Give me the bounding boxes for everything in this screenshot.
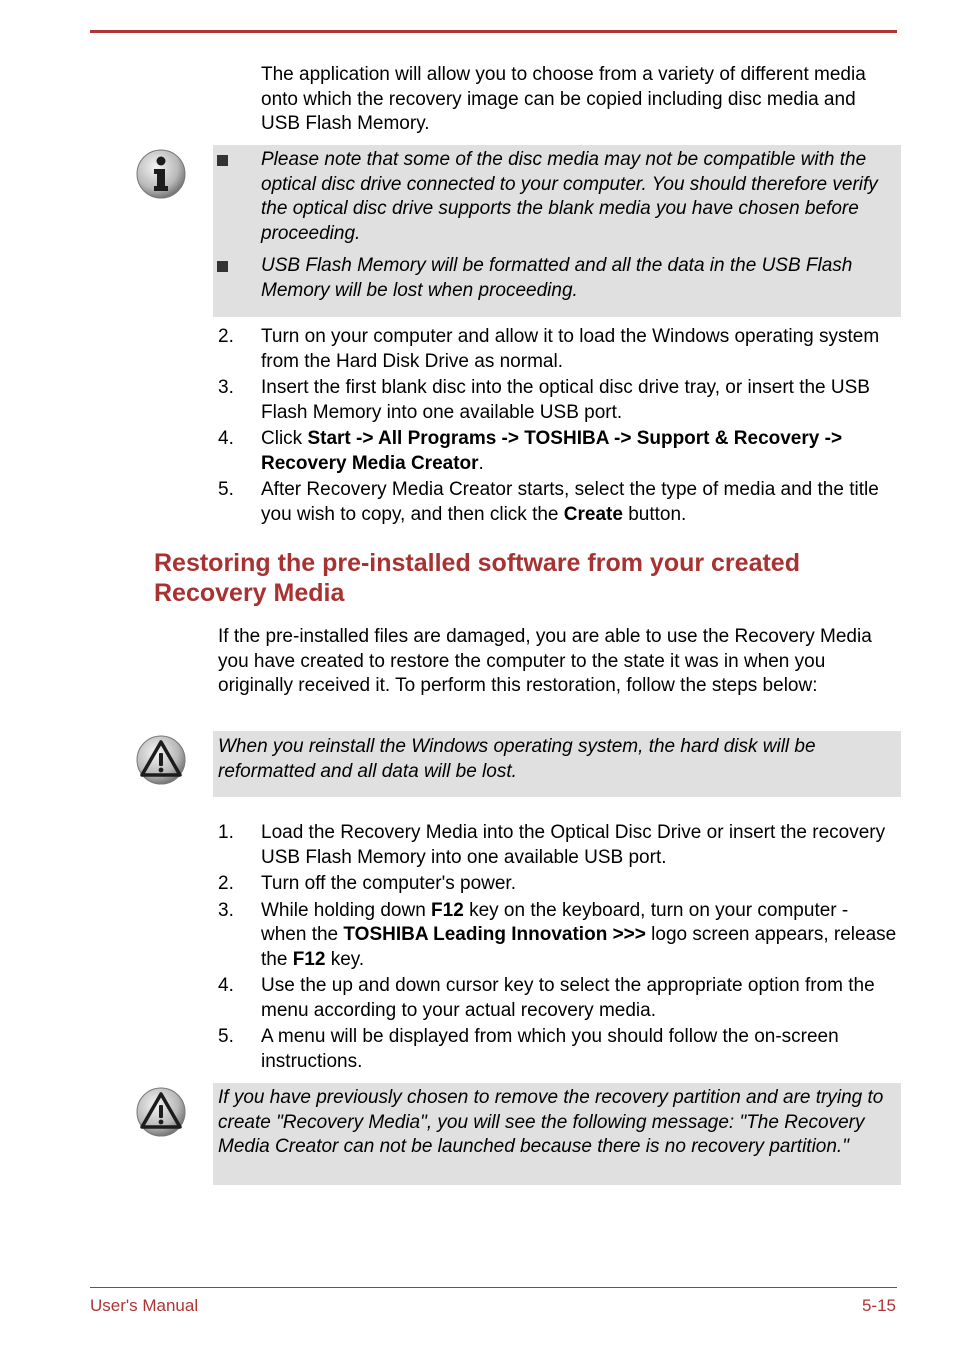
- step-text: key.: [325, 948, 365, 970]
- warning-icon: [135, 734, 187, 786]
- step-text: Turn on your computer and allow it to load the Windows operating system from the Hard Disk Drive as normal.: [261, 326, 880, 372]
- list-item: [218, 974, 898, 1023]
- info-note-bullet-2: USB Flash Memory will be formatted and all the data in the USB Flash Memory will be lost when proceeding.: [261, 255, 853, 301]
- key-name: F12: [292, 948, 326, 970]
- step-number: 4.: [218, 975, 234, 996]
- step-text: A menu will be displayed from which you should follow the on-screen instructions.: [261, 1026, 839, 1072]
- list-item: [218, 427, 898, 476]
- footer-rule: [90, 1287, 897, 1288]
- create-button-label: Create: [563, 503, 623, 525]
- step-text: button.: [622, 503, 687, 525]
- bullet-marker: [217, 261, 228, 272]
- info-note-box: [213, 145, 901, 317]
- step-text: logo screen appears, release the: [261, 924, 897, 970]
- step-number: 1.: [218, 822, 234, 843]
- step-text: While holding down: [261, 899, 432, 921]
- section-heading: Restoring the pre-installed software from your created Recovery Media: [154, 549, 800, 607]
- list-item: [218, 899, 898, 973]
- list-item: [218, 1025, 898, 1074]
- step-text: key on the keyboard, turn on your computer - when the: [261, 899, 849, 945]
- key-name: F12: [431, 899, 464, 921]
- steps-list-restore: [218, 821, 898, 1076]
- info-icon: [135, 148, 187, 200]
- list-item: [218, 821, 898, 870]
- info-note-bullet-1: Please note that some of the disc media may not be compatible with the optical disc drive connected to your computer. You should therefore verify the optical disc drive supports the blank media you have chosen before proceeding.: [261, 149, 878, 244]
- page-number: 5-15: [861, 1296, 896, 1315]
- step-text: Insert the first blank disc into the optical disc drive tray, or insert the USB Flash Memory into one available USB port.: [261, 377, 870, 423]
- step-text: Turn off the computer's power.: [261, 873, 516, 894]
- step-number: 3.: [218, 377, 234, 398]
- menu-path: Start -> All Programs -> TOSHIBA -> Support & Recovery -> Recovery Media Creator: [261, 428, 843, 474]
- bullet-marker: [217, 155, 228, 166]
- header-rule: [90, 30, 897, 33]
- step-number: 5.: [218, 1026, 234, 1047]
- logo-screen-text: TOSHIBA Leading Innovation >>>: [343, 924, 646, 945]
- list-item: [218, 376, 898, 425]
- warning-note-box: [213, 731, 901, 797]
- warning-icon: [135, 1086, 187, 1138]
- step-number: 5.: [218, 479, 234, 500]
- step-number: 3.: [218, 899, 234, 921]
- step-number: 2.: [218, 326, 234, 347]
- warning-note-box: [213, 1083, 901, 1185]
- step-text: Load the Recovery Media into the Optical Disc Drive or insert the recovery USB Flash Memory into one available USB port.: [261, 822, 886, 868]
- warning-text: When you reinstall the Windows operating system, the hard disk will be reformatted and all data will be lost.: [218, 736, 816, 782]
- footer-title: User's Manual: [90, 1296, 199, 1315]
- warning-text: If you have previously chosen to remove the recovery partition and are trying to create "Recovery Media", you will see the following message: "The Recovery Media Creator can not be launched because there is no recovery partition.": [218, 1087, 884, 1157]
- step-number: 4.: [218, 428, 234, 449]
- list-item: [218, 872, 898, 897]
- step-number: 2.: [218, 873, 234, 894]
- list-item: [218, 325, 898, 374]
- restore-paragraph: If the pre-installed files are damaged, you are able to use the Recovery Media you have created to restore the computer to the state it was in when you originally received it. To perform this restoration, follow the steps below:: [218, 626, 872, 696]
- intro-paragraph: The application will allow you to choose from a variety of different media onto which the recovery image can be copied including disc media and USB Flash Memory.: [261, 64, 866, 134]
- step-text: .: [478, 452, 484, 474]
- step-text: Click: [261, 428, 308, 449]
- step-text: After Recovery Media Creator starts, select the type of media and the title you wish to copy, and then click the: [261, 479, 879, 525]
- steps-list-create: [218, 325, 898, 529]
- list-item: [218, 478, 898, 527]
- step-text: Use the up and down cursor key to select the appropriate option from the menu according to your actual recovery media.: [261, 975, 875, 1021]
